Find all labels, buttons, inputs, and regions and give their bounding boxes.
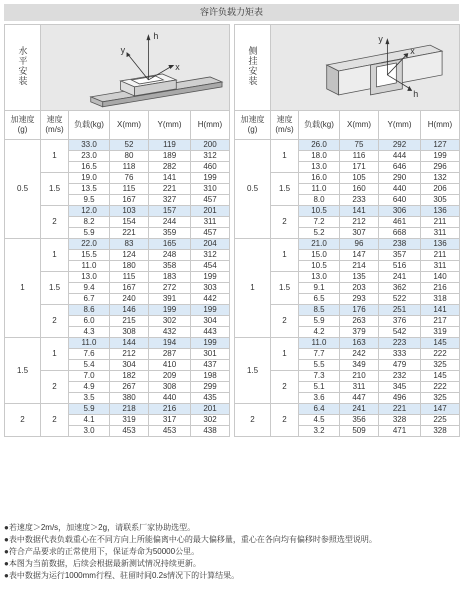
load-cell: 26.0 [299,140,340,151]
speed-cell: 2 [271,404,299,437]
x-cell: 167 [110,195,149,206]
load-cell: 5.9 [299,316,340,327]
y-cell: 668 [379,228,421,239]
x-cell: 509 [340,426,379,437]
load-cell: 19.0 [69,173,110,184]
h-cell: 206 [421,184,460,195]
h-cell: 201 [191,206,230,217]
table-row [5,239,230,250]
x-cell: 349 [340,360,379,371]
x-cell: 319 [110,415,149,426]
x-cell: 212 [110,349,149,360]
load-cell: 7.6 [69,349,110,360]
h-cell: 304 [191,316,230,327]
load-cell: 7.3 [299,371,340,382]
axis-y-arrow [385,38,389,44]
load-cell: 12.0 [69,206,110,217]
y-cell: 238 [379,239,421,250]
h-cell: 199 [191,272,230,283]
h-cell: 296 [421,162,460,173]
footnote: ●若速度＞2m/s，加速度＞2g，请联系厂家协助选型。 [4,523,196,532]
h-cell: 199 [191,305,230,316]
h-cell: 216 [421,283,460,294]
load-cell: 5.2 [299,228,340,239]
x-cell: 214 [340,261,379,272]
load-cell: 4.5 [299,415,340,426]
y-cell: 216 [149,404,191,415]
y-cell: 479 [379,360,421,371]
h-cell: 201 [191,404,230,415]
column-header-row [5,111,230,140]
x-cell: 308 [110,327,149,338]
y-cell: 251 [379,305,421,316]
x-cell: 76 [110,173,149,184]
table-row [235,404,460,415]
load-cell: 3.6 [299,393,340,404]
h-cell: 222 [421,382,460,393]
col-header-h: H(mm) [421,111,460,140]
load-cell: 9.5 [69,195,110,206]
h-cell: 136 [421,239,460,250]
load-cell: 11.0 [69,338,110,349]
col-header-acceleration: 加速度 (g) [5,111,41,140]
y-cell: 333 [379,349,421,360]
h-cell: 442 [191,294,230,305]
mount-mode-label: 侧挂安装 [247,46,258,86]
load-cell: 13.5 [69,184,110,195]
col-header-speed: 速度 (m/s) [271,111,299,140]
footnote: ●表中数据为运行1000mm行程、驻留时间0.2s情况下的计算结果。 [4,571,240,580]
x-cell: 215 [110,316,149,327]
h-cell: 310 [191,184,230,195]
x-cell: 146 [110,305,149,316]
y-cell: 189 [149,151,191,162]
y-cell: 248 [149,250,191,261]
x-cell: 221 [110,228,149,239]
axis-x-label: x [410,46,415,57]
axis-h-label: h [153,31,159,42]
h-cell: 311 [421,228,460,239]
x-cell: 167 [110,283,149,294]
h-cell: 147 [421,404,460,415]
y-cell: 542 [379,327,421,338]
page-title: 容许负载力矩表 [4,4,459,21]
y-cell: 290 [379,173,421,184]
h-cell: 136 [421,206,460,217]
x-cell: 263 [340,316,379,327]
load-cell: 16.5 [69,162,110,173]
x-cell: 212 [340,217,379,228]
load-cell: 9.4 [69,283,110,294]
load-cell: 6.4 [299,404,340,415]
h-cell: 438 [191,426,230,437]
y-cell: 444 [379,151,421,162]
load-cell: 3.2 [299,426,340,437]
table-row [5,404,230,415]
y-cell: 165 [149,239,191,250]
h-cell: 211 [421,250,460,261]
footnote: ●表中数据代表负载重心在不同方向上所能偏离中心的最大偏移量，重心在各向均有偏移时参照选型说明。 [4,535,377,544]
y-cell: 282 [149,162,191,173]
horizontal-mount-illustration [41,25,230,111]
acceleration-cell: 1 [235,239,271,338]
h-cell: 132 [421,173,460,184]
speed-cell: 1 [271,338,299,371]
y-cell: 646 [379,162,421,173]
h-cell: 437 [191,360,230,371]
h-cell: 311 [191,217,230,228]
h-cell: 457 [191,195,230,206]
x-cell: 293 [340,294,379,305]
y-cell: 327 [149,195,191,206]
speed-cell: 2 [41,404,69,437]
table-row [235,140,460,151]
load-cell: 4.3 [69,327,110,338]
load-cell: 8.6 [69,305,110,316]
x-cell: 267 [110,382,149,393]
x-cell: 380 [110,393,149,404]
axis-h-arrow [146,34,150,40]
footnote: ●本图为当前数据，后续会根据最新测试情况持续更新。 [4,559,201,568]
load-cell: 11.0 [299,338,340,349]
x-cell: 115 [110,272,149,283]
h-cell: 141 [421,305,460,316]
load-cell: 11.0 [299,184,340,195]
col-header-speed: 速度 (m/s) [41,111,69,140]
h-cell: 199 [191,173,230,184]
col-header-x: X(mm) [340,111,379,140]
y-cell: 362 [379,283,421,294]
x-cell: 163 [340,338,379,349]
h-cell: 145 [421,338,460,349]
h-cell: 302 [191,415,230,426]
h-cell: 435 [191,393,230,404]
axis-h-arrow [407,86,412,91]
load-cell: 7.7 [299,349,340,360]
load-cell: 33.0 [69,140,110,151]
load-cell: 4.1 [69,415,110,426]
mount-mode-cell [235,25,271,111]
axis-x-arrow [168,65,174,69]
speed-cell: 1 [41,338,69,371]
axis-y-label: y [378,34,383,45]
side-mount-panel [234,24,459,437]
speed-cell: 2 [271,305,299,338]
load-cell: 13.0 [69,272,110,283]
col-header-y: Y(mm) [379,111,421,140]
h-cell: 225 [421,415,460,426]
y-cell: 308 [149,382,191,393]
axis-y-label: y [120,45,126,56]
load-cell: 16.0 [299,173,340,184]
h-cell: 457 [191,228,230,239]
y-cell: 317 [149,415,191,426]
load-cell: 5.1 [299,382,340,393]
x-cell: 210 [340,371,379,382]
x-cell: 240 [110,294,149,305]
x-cell: 75 [340,140,379,151]
h-cell: 198 [191,371,230,382]
load-cell: 8.2 [69,217,110,228]
x-cell: 182 [110,371,149,382]
x-cell: 105 [340,173,379,184]
h-cell: 211 [421,217,460,228]
acceleration-cell: 2 [235,404,271,437]
y-cell: 221 [149,184,191,195]
speed-cell: 2 [41,371,69,404]
table-row [235,338,460,349]
y-cell: 183 [149,272,191,283]
load-cell: 4.2 [299,327,340,338]
footnotes [4,522,459,582]
load-cell: 10.5 [299,261,340,272]
h-cell: 318 [421,294,460,305]
load-face [376,63,396,87]
x-cell: 233 [340,195,379,206]
load-cell: 15.0 [299,250,340,261]
x-cell: 171 [340,162,379,173]
x-cell: 176 [340,305,379,316]
y-cell: 223 [379,338,421,349]
y-cell: 328 [379,415,421,426]
col-header-load: 负载(kg) [69,111,110,140]
load-cell: 6.7 [69,294,110,305]
h-cell: 127 [421,140,460,151]
table-row [5,140,230,151]
load-cell: 3.0 [69,426,110,437]
x-cell: 80 [110,151,149,162]
h-cell: 199 [191,338,230,349]
mount-mode-cell [5,25,41,111]
acceleration-cell: 1.5 [5,338,41,404]
h-cell: 328 [421,426,460,437]
x-cell: 307 [340,228,379,239]
x-cell: 160 [340,184,379,195]
col-header-h: H(mm) [191,111,230,140]
y-cell: 359 [149,228,191,239]
speed-cell: 2 [41,305,69,338]
table-row [5,338,230,349]
y-cell: 522 [379,294,421,305]
load-cell: 23.0 [69,151,110,162]
col-header-load: 负载(kg) [299,111,340,140]
load-cell: 6.5 [299,294,340,305]
footnote: ●符合产品要求的正常使用下，保证寿命为50000公里。 [4,547,200,556]
acceleration-cell: 2 [5,404,41,437]
h-cell: 217 [421,316,460,327]
h-cell: 325 [421,360,460,371]
load-cell: 5.9 [69,228,110,239]
h-cell: 299 [191,382,230,393]
speed-cell: 1 [271,239,299,272]
load-cell: 13.0 [299,272,340,283]
x-cell: 103 [110,206,149,217]
x-cell: 52 [110,140,149,151]
speed-cell: 1 [271,140,299,173]
x-cell: 241 [340,404,379,415]
h-cell: 140 [421,272,460,283]
col-header-acceleration: 加速度 (g) [235,111,271,140]
y-cell: 221 [379,404,421,415]
h-cell: 312 [191,250,230,261]
load-cell: 22.0 [69,239,110,250]
y-cell: 232 [379,371,421,382]
acceleration-cell: 0.5 [235,140,271,239]
load-cell: 15.5 [69,250,110,261]
load-cell: 5.4 [69,360,110,371]
y-cell: 440 [149,393,191,404]
load-cell: 18.0 [299,151,340,162]
h-cell: 460 [191,162,230,173]
acceleration-cell: 1 [5,239,41,338]
h-cell: 301 [191,349,230,360]
x-cell: 115 [110,184,149,195]
x-cell: 118 [110,162,149,173]
y-cell: 453 [149,426,191,437]
speed-cell: 1 [41,140,69,173]
h-cell: 303 [191,283,230,294]
h-cell: 311 [421,261,460,272]
load-cell: 6.0 [69,316,110,327]
load-cell: 7.0 [69,371,110,382]
y-cell: 244 [149,217,191,228]
x-cell: 447 [340,393,379,404]
col-header-x: X(mm) [110,111,149,140]
column-header-row [235,111,460,140]
speed-cell: 1.5 [41,173,69,206]
y-cell: 345 [379,382,421,393]
y-cell: 516 [379,261,421,272]
y-cell: 357 [379,250,421,261]
x-cell: 379 [340,327,379,338]
h-cell: 199 [421,151,460,162]
h-cell: 319 [421,327,460,338]
y-cell: 496 [379,393,421,404]
horizontal-mount-table [4,24,230,437]
load-cell: 5.9 [69,404,110,415]
h-cell: 454 [191,261,230,272]
y-cell: 358 [149,261,191,272]
x-cell: 203 [340,283,379,294]
load-cell: 11.0 [69,261,110,272]
y-cell: 432 [149,327,191,338]
y-cell: 157 [149,206,191,217]
y-cell: 241 [379,272,421,283]
speed-cell: 1 [41,239,69,272]
x-cell: 154 [110,217,149,228]
y-cell: 272 [149,283,191,294]
axis-x-label: x [175,61,180,72]
h-cell: 443 [191,327,230,338]
speed-cell: 2 [41,206,69,239]
x-cell: 135 [340,272,379,283]
y-cell: 141 [149,173,191,184]
h-cell: 222 [421,349,460,360]
x-cell: 242 [340,349,379,360]
y-cell: 410 [149,360,191,371]
x-cell: 124 [110,250,149,261]
side-mount-table [234,24,460,437]
x-cell: 356 [340,415,379,426]
speed-cell: 1.5 [271,173,299,206]
x-cell: 147 [340,250,379,261]
load-cell: 21.0 [299,239,340,250]
x-cell: 83 [110,239,149,250]
y-cell: 194 [149,338,191,349]
y-cell: 640 [379,195,421,206]
load-cell: 4.9 [69,382,110,393]
h-cell: 145 [421,371,460,382]
y-cell: 209 [149,371,191,382]
h-cell: 305 [421,195,460,206]
speed-cell: 2 [271,371,299,404]
y-cell: 376 [379,316,421,327]
axis-y-line [129,55,149,80]
speed-cell: 1.5 [271,272,299,305]
mount-mode-label: 水平安装 [17,46,28,86]
side-mount-diagram [271,25,459,110]
x-cell: 141 [340,206,379,217]
x-cell: 311 [340,382,379,393]
axis-h-label: h [413,88,419,99]
y-cell: 292 [379,140,421,151]
load-cell: 8.5 [299,305,340,316]
h-cell: 204 [191,239,230,250]
load-cell: 10.5 [299,206,340,217]
x-cell: 304 [110,360,149,371]
load-cell: 7.2 [299,217,340,228]
y-cell: 440 [379,184,421,195]
y-cell: 306 [379,206,421,217]
horizontal-mount-diagram [41,25,229,110]
y-cell: 461 [379,217,421,228]
x-cell: 144 [110,338,149,349]
load-cell: 9.1 [299,283,340,294]
col-header-y: Y(mm) [149,111,191,140]
h-cell: 200 [191,140,230,151]
h-cell: 312 [191,151,230,162]
x-cell: 218 [110,404,149,415]
speed-cell: 1.5 [41,272,69,305]
acceleration-cell: 1.5 [235,338,271,404]
load-cell: 13.0 [299,162,340,173]
x-cell: 180 [110,261,149,272]
x-cell: 453 [110,426,149,437]
load-cell: 8.0 [299,195,340,206]
y-cell: 302 [149,316,191,327]
y-cell: 119 [149,140,191,151]
load-cell: 5.5 [299,360,340,371]
y-cell: 471 [379,426,421,437]
h-cell: 325 [421,393,460,404]
y-cell: 391 [149,294,191,305]
load-cell: 3.5 [69,393,110,404]
horizontal-mount-panel [4,24,229,437]
speed-cell: 2 [271,206,299,239]
x-cell: 96 [340,239,379,250]
y-cell: 287 [149,349,191,360]
table-row [235,239,460,250]
acceleration-cell: 0.5 [5,140,41,239]
y-cell: 199 [149,305,191,316]
side-mount-illustration [271,25,460,111]
x-cell: 116 [340,151,379,162]
